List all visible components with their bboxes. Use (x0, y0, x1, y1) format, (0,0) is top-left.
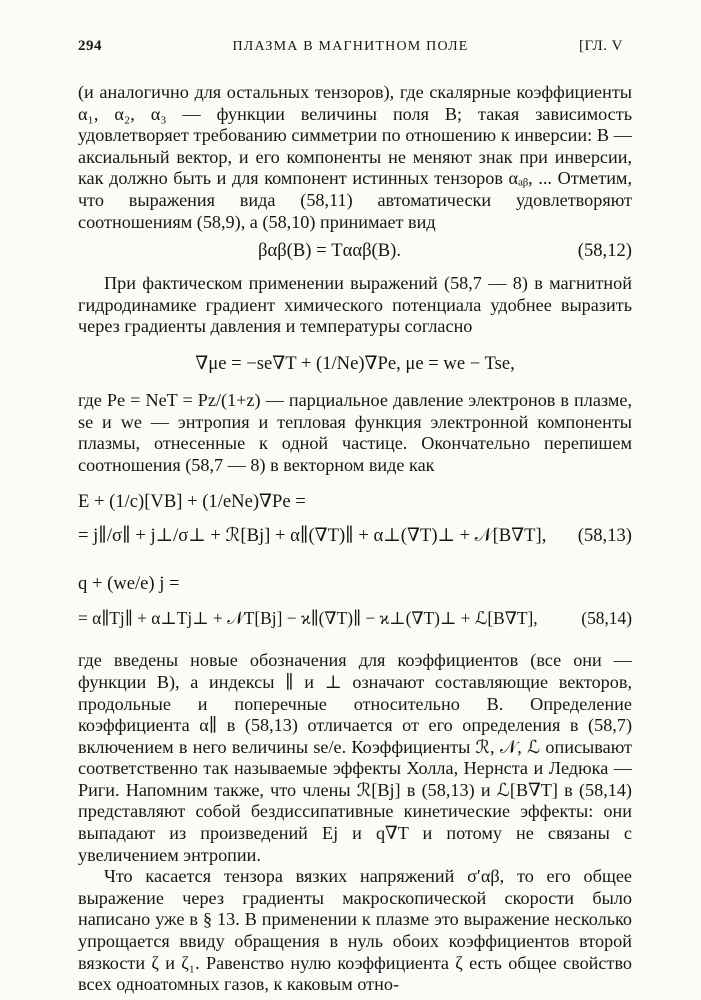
chapter-label: [ГЛ. V (578, 38, 623, 54)
equation-58-14 (78, 572, 632, 640)
page-header (78, 38, 623, 62)
equation-58-12-body: βαβ(B) = Tααβ(B). (258, 240, 401, 262)
equation-58-13-line-2: = j∥/σ∥ + j⊥/σ⊥ + ℛ[Bj] + α∥(∇T)∥ + α⊥(∇T)⊥ + 𝒩[B∇T], (58,13) (78, 525, 632, 547)
page-body (78, 82, 632, 996)
equation-58-14-line-2: = α∥Tj∥ + α⊥Tj⊥ + 𝒩T[Bj] − ϰ∥(∇T)∥ − ϰ⊥(∇T)⊥ + ℒ[B∇T], (58,14) (78, 608, 632, 629)
equation-58-14-line-1: q + (we/e) j = (78, 573, 180, 595)
paragraph-4: где введены новые обозначения для коэффициентов (все они — функции B), а индексы ∥ и ⊥ означают составляющие векторов, продольные и поперечные относительно B. Определение коэффициента α∥ в (58,13) отличается от его определения в (58,7) включением в него величины se/e. Коэффициенты ℛ, 𝒩, ℒ описывают соответственно так называемые эффекты Холла, Нернста и Ледюка — Риги. Напомним также, что члены ℛ[Bj] в (58,13) и ℒ[B∇T] в (58,14) представляют собой бездиссипативные кинетические эффекты: они выпадают из произведений Ej и q∇T и потому не связаны с увеличением энтропии. (78, 650, 632, 865)
paragraph-3: где Pe = NeT = Pz/(1+z) — парциальное давление электронов в плазме, se и we — энтропия и тепловая функция электронной компоненты плазмы, отнесенные к одной частице. Окончательно перепишем соотношения (58,7 — 8) в векторном виде как (78, 389, 632, 475)
equation-gradient-mu (78, 352, 632, 376)
paragraph-2: При фактическом применении выражений (58,7 — 8) в магнитной гидродинамике градиент химического потенциала удобнее выразить через градиенты давления и температуры согласно (78, 273, 632, 337)
equation-58-12-number: (58,12) (577, 240, 632, 262)
paragraph-1: (и аналогично для остальных тензоров), где скалярные коэффициенты α₁, α₂, α₃ — функции величины поля B; такая зависимость удовлетворяет требованию симметрии по отношению к инверсии: B — аксиальный вектор, и его компоненты не меняют знак при инверсии, как должно быть и для компонент истинных тензоров αₐᵦ, ... Отметим, что выражения вида (58,11) автоматически удовлетворяют соотношениям (58,9), а (58,10) принимает вид (78, 82, 632, 232)
equation-58-13-number: (58,13) (577, 525, 632, 547)
equation-58-14-number: (58,14) (581, 608, 632, 629)
page-number: 294 (78, 38, 102, 54)
equation-58-13-line-1: E + (1/c)[VB] + (1/eNe)∇Pe = (78, 491, 306, 513)
equation-gradient-mu-body: ∇μe = −se∇T + (1/Ne)∇Pe, μe = we − Tse, (195, 352, 515, 374)
paragraph-5: Что касается тензора вязких напряжений σ′αβ, то его общее выражение через градиенты макроскопической скорости было написано уже в § 13. В применении к плазме это выражение несколько упрощается ввиду обращения в нуль обоих коэффициентов второй вязкости ζ и ζ₁. Равенство нулю коэффициента ζ есть общее свойство всех одноатомных газов, к каковым отно- (78, 866, 632, 995)
running-title: ПЛАЗМА В МАГНИТНОМ ПОЛЕ (232, 39, 469, 54)
equation-58-12 (78, 239, 632, 263)
equation-58-13 (78, 490, 632, 560)
